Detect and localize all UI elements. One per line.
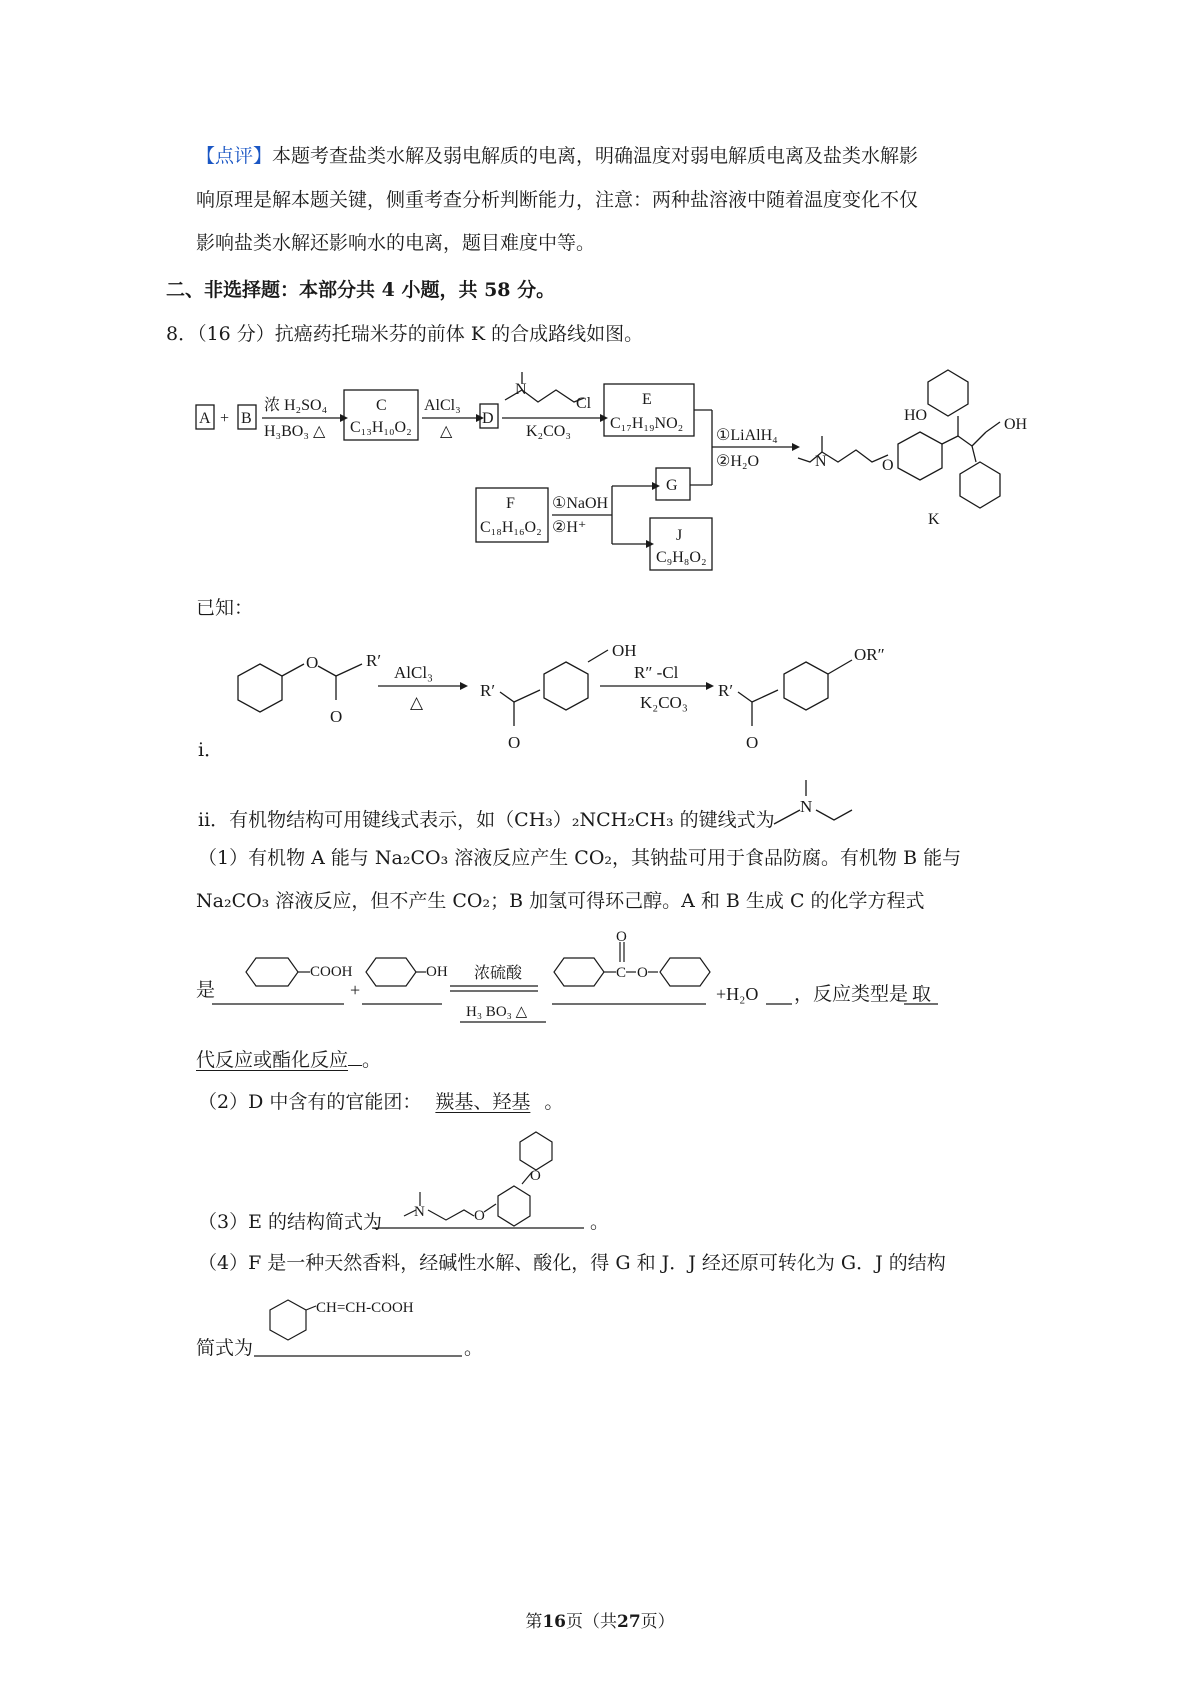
e-o: O	[474, 1208, 485, 1224]
ki-oc2: O	[508, 733, 521, 752]
review-line-3: 影响盐类水解还影响水的电离，题目难度中等。	[196, 232, 596, 254]
formula-j: C₉H₈O₂	[656, 549, 707, 566]
ki-o1: O	[306, 653, 319, 672]
eq-oh: OH	[426, 964, 448, 980]
cond5-top: ①NaOH	[552, 495, 609, 512]
eq-cond-bottom: H₃ BO₃ △	[466, 1004, 528, 1020]
k-ho: HO	[904, 407, 928, 424]
review-text-1: 本题考查盐类水解及弱电解质的电离，明确温度对弱电解质电离及盐类水解影	[272, 145, 919, 167]
amine-n: N	[515, 381, 527, 398]
part1-equation	[212, 928, 942, 1028]
ki-r1: R′	[366, 651, 382, 670]
known-reaction-i	[0, 620, 1200, 770]
e-n: N	[414, 1204, 425, 1220]
ki-cond-b-top: R″ -Cl	[634, 663, 679, 682]
known-ii-text: ii．有机物结构可用键线式表示，如（CH₃）₂NCH₂CH₃ 的键线式为	[198, 809, 775, 831]
part4-structure-j	[254, 1294, 474, 1360]
review-tag: 【点评】	[196, 145, 273, 167]
part3-structure-e	[372, 1124, 612, 1234]
part1-prefix: 是	[196, 979, 216, 1001]
footer-page-number: 16	[542, 1612, 566, 1632]
ki-cond-a-bot: △	[410, 693, 424, 712]
formula-e: C₁₇H₁₉NO₂	[610, 415, 684, 432]
cond5-bottom: ②H⁺	[552, 519, 587, 536]
k-n: N	[815, 453, 827, 470]
footer-mid: 页（共	[566, 1612, 617, 1632]
footer-pre: 第	[525, 1612, 543, 1632]
label-d: D	[482, 410, 494, 427]
ki-or3: OR″	[854, 645, 885, 664]
ki-cond-a-top: AlCl₃	[394, 663, 433, 682]
eq-cond-top: 浓硫酸	[474, 965, 523, 982]
cond4-top: ①LiAlH₄	[716, 427, 778, 444]
bond-line-n: N	[800, 797, 813, 816]
part2-answer: 羰基、羟基	[435, 1091, 531, 1113]
part2-end: 。	[544, 1091, 564, 1113]
known-label: 已知：	[196, 597, 254, 619]
product-k-structure	[798, 370, 1000, 508]
k-o: O	[882, 457, 894, 474]
label-c: C	[376, 397, 387, 414]
reaction-type-label: ，反应类型是	[794, 984, 909, 1005]
synthesis-route-diagram	[0, 0, 1200, 600]
e-o2: O	[530, 1168, 541, 1184]
cond3-bottom: K₂CO₃	[526, 423, 571, 440]
part3-end: 。	[590, 1211, 610, 1233]
part1-answer-line	[196, 1043, 381, 1074]
label-g: G	[666, 477, 678, 494]
part4-prefix: 简式为	[196, 1337, 254, 1359]
part1-line-2: Na₂CO₃ 溶液反应，但不产生 CO₂；B 加氢可得环己醇。A 和 B 生成 C 的化学方程式	[196, 890, 925, 912]
part4-end: 。	[464, 1337, 484, 1359]
ki-r2: R′	[480, 681, 496, 700]
cond1-bottom: H₃BO₃ △	[264, 423, 326, 440]
part4-line-1: （4）F 是一种天然香料，经碱性水解、酸化，得 G 和 J．J 经还原可转化为 G．J 的结构	[198, 1252, 946, 1274]
reaction-type-answer-b: 代反应或酯化反应	[196, 1049, 349, 1071]
label-e: E	[642, 391, 652, 408]
known-i-label: i．	[198, 739, 224, 761]
ki-oc3: O	[746, 733, 759, 752]
ki-oh2: OH	[612, 641, 637, 660]
formula-c: C₁₃H₁₀O₂	[350, 419, 412, 436]
review-line-2: 响原理是解本题关键，侧重考查分析判断能力，注意：两种盐溶液中随着温度变化不仅	[196, 189, 919, 211]
footer-total-pages: 27	[617, 1612, 641, 1632]
question-stem: 8．（16 分）抗癌药托瑞米芬的前体 K 的合成路线如图。	[166, 323, 644, 345]
label-k: K	[928, 511, 940, 528]
eq-ester-c: C	[616, 965, 627, 981]
page-footer	[0, 1607, 1200, 1632]
cond2-top: AlCl₃	[424, 397, 461, 414]
cond1-top: 浓 H₂SO₄	[264, 397, 328, 414]
bond-line-example	[772, 776, 862, 836]
cond2-bottom: △	[440, 423, 453, 440]
part2-text: （2）D 中含有的官能团：	[198, 1091, 422, 1113]
eq-ester-o2: O	[637, 965, 648, 981]
eq-ester-o: O	[616, 929, 627, 945]
part1-end: 。	[362, 1049, 382, 1071]
reaction-type-answer-a: 取	[912, 984, 932, 1005]
eq-water: +H₂O	[716, 984, 759, 1004]
label-f: F	[506, 495, 515, 512]
cond4-bottom: ②H₂O	[716, 453, 760, 470]
part3-prefix: （3）E 的结构简式为	[198, 1211, 382, 1233]
eq-plus: +	[350, 980, 361, 1000]
j-chain: CH=CH-COOH	[316, 1300, 414, 1316]
part1-line-1: （1）有机物 A 能与 Na₂CO₃ 溶液反应产生 CO₂，其钠盐可用于食品防腐。有机物 B 能与	[198, 847, 962, 869]
part2-line	[198, 1088, 563, 1116]
ki-cond-b-bot: K₂CO₃	[640, 693, 688, 712]
formula-f: C₁₈H₁₆O₂	[480, 519, 542, 536]
section-title: 二、非选择题：本部分共 4 小题，共 58 分。	[166, 279, 556, 301]
ki-r3: R′	[718, 681, 734, 700]
label-b: B	[241, 410, 252, 427]
ki-oc1: O	[330, 707, 343, 726]
label-plus: +	[220, 410, 230, 427]
footer-post: 页）	[640, 1612, 675, 1632]
label-j: J	[676, 527, 683, 544]
eq-cooh: COOH	[310, 964, 353, 980]
amine-cl: Cl	[576, 395, 592, 412]
label-a: A	[199, 410, 211, 427]
k-oh: OH	[1004, 416, 1028, 433]
